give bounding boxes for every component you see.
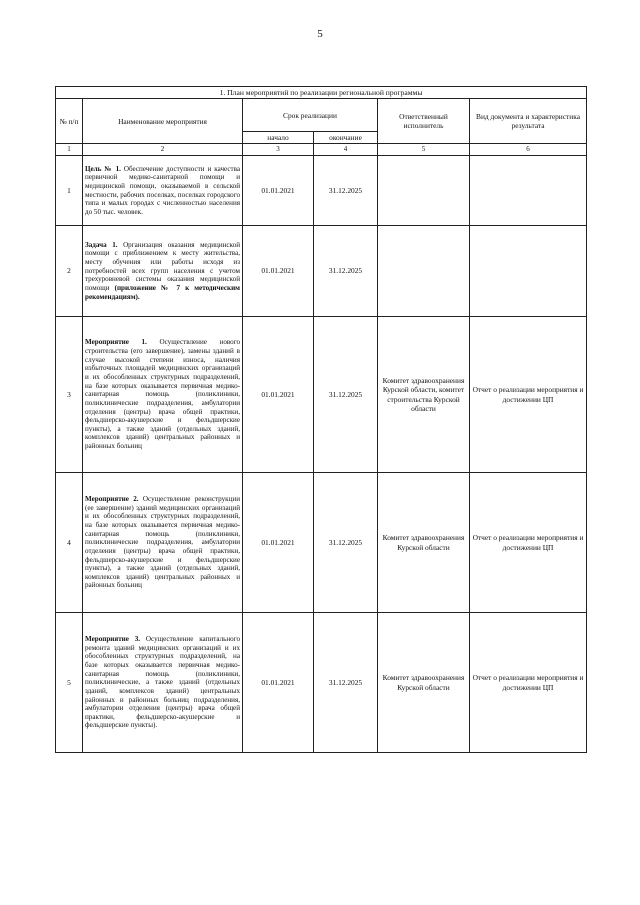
column-index: 5 — [378, 144, 470, 156]
row-document: Отчет о реализации мероприятия и достижении ЦП — [470, 473, 587, 613]
row-end-date: 31.12.2025 — [314, 473, 378, 613]
row-text: Обеспечение доступности и качества первичной медико-санитарной помощи и медицинской помощи, оказываемой в сельской местности, рабочих поселках, поселках городского типа и малых городах с численностью населения до 50 тыс. человек. — [85, 164, 240, 216]
row-end-date: 31.12.2025 — [314, 156, 378, 226]
row-description — [83, 613, 243, 753]
row-document — [470, 156, 587, 226]
row-label: Мероприятие 3. — [85, 635, 141, 644]
row-label: Мероприятие 1. — [85, 338, 147, 347]
column-index: 6 — [470, 144, 587, 156]
row-executor — [378, 226, 470, 317]
header-executor: Ответственный исполнитель — [378, 99, 470, 144]
row-description — [83, 226, 243, 317]
row-description — [83, 317, 243, 473]
table-row — [56, 613, 587, 753]
table-row — [56, 473, 587, 613]
row-label: Цель № 1. — [85, 164, 121, 173]
header-start: начало — [243, 132, 314, 144]
column-index: 3 — [243, 144, 314, 156]
row-start-date: 01.01.2021 — [243, 317, 314, 473]
row-number: 1 — [56, 156, 83, 226]
table-row — [56, 317, 587, 473]
column-index: 4 — [314, 144, 378, 156]
row-executor — [378, 156, 470, 226]
column-index: 1 — [56, 144, 83, 156]
row-text: Осуществление нового строительства (его завершение), замены зданий в случае высокой степени износа, наличия избыточных площадей медицинских организаций и их обособленных структурных подразделений, на базе которых оказывается первичная медико-санитарная помощь (поликлиники, поликлинические подразделения, амбулатории отделения (центры) врача общей практики, фельдшерско-акушерские и фельдшерские пункты), а также зданий (отдельных зданий, комплексов зданий) центральных районных и районных больниц — [85, 338, 240, 451]
row-label: Мероприятие 2. — [85, 495, 139, 504]
row-label: Задача 1. — [85, 240, 118, 249]
row-number: 3 — [56, 317, 83, 473]
row-text: Осуществление реконструкции (ее завершение) зданий медицинских организаций и их обособленных структурных подразделений, на базе которых оказывается первичная медико-санитарная помощь (поликлиники, поликлинические подразделения, амбулатории отделения (центры) врача общей практики, фельдшерско-акушерские и фельдшерские пункты), а также зданий (отдельных зданий, комплексов зданий) центральных районных и районных больниц — [85, 495, 240, 590]
row-number: 2 — [56, 226, 83, 317]
row-number: 5 — [56, 613, 83, 753]
row-end-date: 31.12.2025 — [314, 226, 378, 317]
row-end-date: 31.12.2025 — [314, 613, 378, 753]
row-document: Отчет о реализации мероприятия и достижении ЦП — [470, 613, 587, 753]
row-text: Осуществление капитального ремонта зданий медицинских организаций и их обособленных структурных подразделений, на базе которых оказывается первичная медико-санитарная помощь (поликлиники, поликлинические, а также зданий (отдельных зданий, комплексов зданий) центральных районных и районных больниц подразделения, амбулатории отделения (центры) врача общей практики, фельдшерско-акушерские и фельдшерские пункты). — [85, 635, 240, 730]
row-start-date: 01.01.2021 — [243, 473, 314, 613]
row-start-date: 01.01.2021 — [243, 156, 314, 226]
row-description — [83, 156, 243, 226]
header-end: окончание — [314, 132, 378, 144]
header-name: Наименование мероприятия — [83, 99, 243, 144]
row-end-date: 31.12.2025 — [314, 317, 378, 473]
row-executor: Комитет здравоохранения Курской области, комитет строительства Курской области — [378, 317, 470, 473]
header-period: Срок реализации — [243, 99, 378, 132]
header-num: № п/п — [56, 99, 83, 144]
row-executor: Комитет здравоохранения Курской области — [378, 473, 470, 613]
row-document — [470, 226, 587, 317]
row-text: Организация оказания медицинской помощи с приближением к месту жительства, месту обучения или работы исходя из потребностей всех групп населения с учетом трехуровневой системы оказания медицинской помощи — [85, 240, 240, 292]
table-title: 1. План мероприятий по реализации региональной программы — [56, 87, 587, 99]
page-number: 5 — [317, 28, 323, 40]
row-start-date: 01.01.2021 — [243, 613, 314, 753]
column-index: 2 — [83, 144, 243, 156]
row-number: 4 — [56, 473, 83, 613]
row-start-date: 01.01.2021 — [243, 226, 314, 317]
action-plan-table — [55, 86, 587, 753]
row-text-bold: (приложение № 7 к методическим рекомендациям). — [85, 284, 240, 301]
table-row — [56, 156, 587, 226]
table-row — [56, 226, 587, 317]
row-description — [83, 473, 243, 613]
row-document: Отчет о реализации мероприятия и достижении ЦП — [470, 317, 587, 473]
header-document: Вид документа и характеристика результата — [470, 99, 587, 144]
row-executor: Комитет здравоохранения Курской области — [378, 613, 470, 753]
